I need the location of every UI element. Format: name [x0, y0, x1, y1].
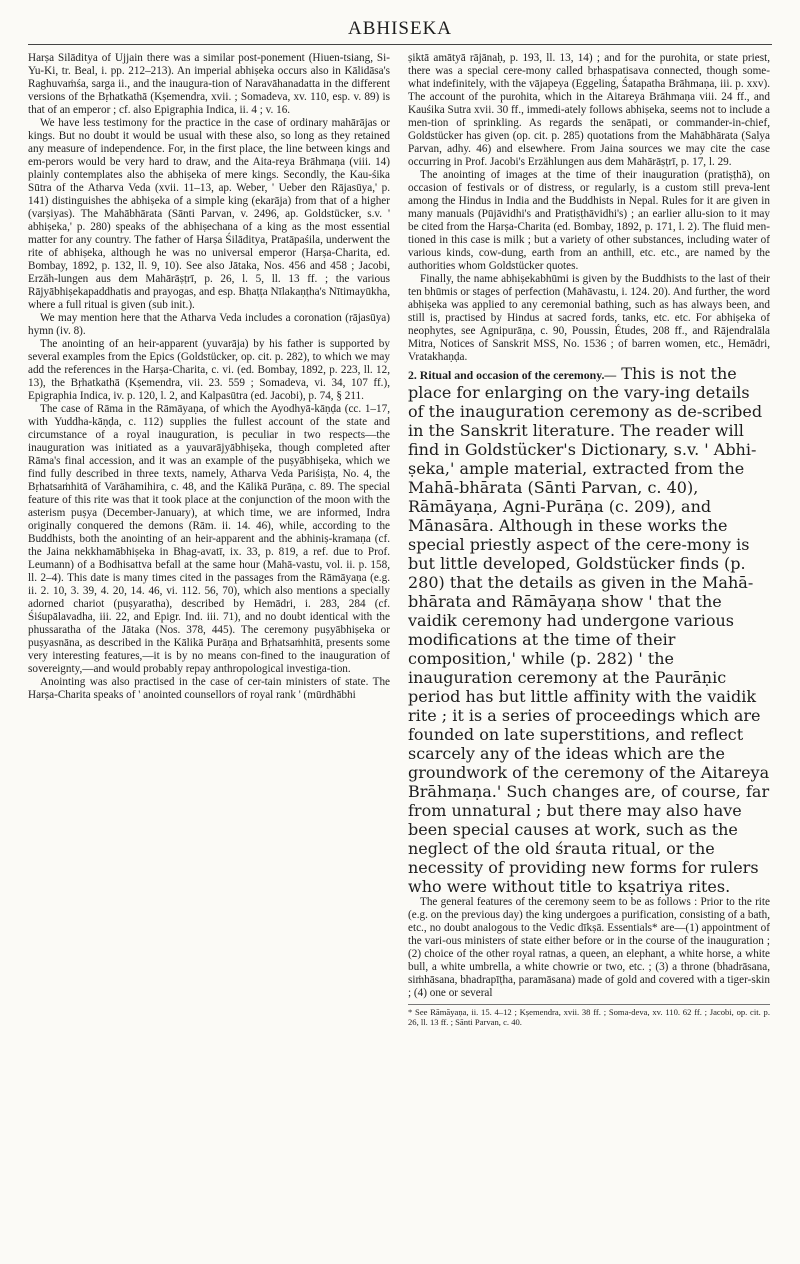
paragraph: The case of Rāma in the Rāmāyaṇa, of which the Ayodhyā-kāṇḍa (cc. 1–17, with Yuddha-kāṇḍa, c. 112) supplies the fullest account of the state and circumstance of a royal inauguration, is peculiar in two respects—the inauguration was initiated as a yauvarājyābhiṣeka, though completed after Rāma's final accession, and it was an example of the puṣyābhiṣeka, which we find fully described in three texts, namely, Atharva Veda Pariśiṣṭa, No. 4, the Bṛhatsaṁhitā of Varāhamihira, c. 48, and the Kālikā Purāṇa, c. 89. The special feature of this rite was that it took place at the conjunction of the moon with the asterism puṣya (December-January), at which time, we are informed, Indra originally conquered the demons (Rām. ii. 14. 46), while, according to the Buddhists, both the anointing of an heir-apparent and the abhiniṣ-kramaṇa (cf. the Jaina nekkhamābhiṣeka in Bhag-avatī, ix. 33, p. 819, a ref. due to Prof. Leumann) of a Bodhisattva befall at the same hour (Mahā-vastu, vol. ii. p. 158, ll. 2–4). This date is many times cited in the passages from the Rāmāyaṇa (e.g. ii. 2. 10, 3. 39, 4. 20, 14. 46, vi. 112. 56, 70), which also mentions a specially adorned chariot (puṣyaratha), described by Hemādri, i. 283, 284 (cf. Śiśupālavadha, iii. 22, and Epigr. Ind. iii. 71), and no doubt identical with the phussaratha of the Jātaka (Nos. 378, 445). The ceremony puṣyābhiṣeka or puṣyasnāna, as described in the Kālikā Purāṇa and Bṛhatsaṁhitā, presents some very interesting features,—it is by no means con-fined to the inauguration of sovereignty,—and would probably repay anthropological investiga-tion.: [28, 403, 390, 675]
paragraph: ṣiktā amātyā rājānaḥ, p. 193, ll. 13, 14) ; and for the purohita, or state priest, there was a special cere-mony called bṛhaspatisava connected, though some-what indefinitely, with the vājapeya (Eggeling, Śatapatha Brāhmaṇa, iii. p. xxv). The account of the purohita, which in the Aitareya Brāhmaṇa viii. 24 ff., and Kauśika Sutra xvii. 30 ff., immedi-ately follows abhiṣeka, seems not to include a men-tion of sprinkling. As regards the senāpati, or commander-in-chief, Goldstücker has given (op. cit. p. 285) quotations from the Mahābhārata (Salya Parvan, adhy. 46) and elsewhere. From Jaina sources we may cite the case occurring in Prof. Jacobi's Erzählungen aus dem Mahārāṣṭrī, p. 17, l. 29.: [408, 52, 770, 168]
section-heading: 2. Ritual and occasion of the ceremony.—: [408, 368, 617, 382]
footnote: * See Rāmāyaṇa, ii. 15. 4–12 ; Kṣemendra, xvii. 38 ff. ; Soma-deva, xv. 110. 62 ff. ; Jacobi, op. cit. p. 26, ll. 13 ff. ; Sānti Parvan, c. 40.: [408, 1004, 770, 1027]
paragraph: We may mention here that the Atharva Veda includes a coronation (rājasūya) hymn (iv. 8).: [28, 312, 390, 337]
running-header: [28, 14, 772, 45]
paragraph: We have less testimony for the practice in the case of ordinary mahārājas or kings. But no doubt it would be usual with these also, so long as they retained any measure of independence. For, in the first place, the line between kings and em-perors would be very hard to draw, and the Aita-reya Brāhmaṇa (viii. 14) plainly contemplates also the abhiṣeka of mere kings. Secondly, the Kau-śika Sūtra of the Atharva Veda (xvii. 11–13, ap. Weber, ' Ueber den Rājasūya,' p. 141) distinguishes the abhiṣeka of a simple king (ekarāja) from that of a higher (varṣiyas). The Mahābhārata (Sānti Parvan, v. 2496, ap. Goldstücker, s.v. ' abhiṣeka,' p. 280) speaks of the abhiṣechana of a king as the most essential matter for any country. The father of Harṣa Śilāditya, Pratāpaśila, underwent the rite of abhiṣeka, although he was no universal emperor (Harṣa-Charita, ed. Bombay, 1892, p. 132, ll. 9, 10). See also Jātaka, Nos. 456 and 458 ; Jacobi, Erzäh-lungen aus dem Mahārāṣṭrī, p. 26, l. 5, ll. 13 ff. ; the various Rājyābhiṣekapaddhatis and prayogas, and esp. Bhaṭṭa Nīlakaṇṭha's Nītimayūkha, where a full ritual is given (sub init.).: [28, 117, 390, 311]
page-title: ABHISEKA: [347, 18, 453, 39]
paragraph: The general features of the ceremony seem to be as follows : Prior to the rite (e.g. on the previous day) the king undergoes a purification, consisting of a bath, etc., no doubt analogous to the Vedic dīkṣā. Essentials* are—(1) appointment of the vari-ous ministers of state either before or in the course of the inauguration ; (2) choice of the other royal ratnas, a queen, an elephant, a white horse, a white bull, a white umbrella, a white chowrie or two, etc. ; (3) a throne (bhadrāsana, siṁhāsana, bhadrapīṭha, paramāsana) made of gold and covered with a tiger-skin ; (4) one or several: [408, 896, 770, 999]
paragraph-text: This is not the place for enlarging on the vary-ing details of the inauguration ceremony as de-scribed in the Sanskrit literature. The reader will find in Goldstücker's Dictionary, s.v. ' Abhi-ṣeka,' ample material, extracted from the Mahā-bhārata (Sānti Parvan, c. 40), Rāmāyaṇa, Agni-Purāṇa (c. 209), and Mānasāra. Although in these works the special priestly aspect of the cere-mony is but little developed, Goldstücker finds (p. 280) that the details as given in the Mahā-bhārata and Rāmāyaṇa show ' that the vaidik ceremony had undergone various modifications at the time of their composition,' while (p. 282) ' the inauguration ceremony at the Paurāṇic period has but little affinity with the vaidik rite ; it is a series of proceedings which are founded on late superstitions, and reflect scarcely any of the ideas which are the groundwork of the ceremony of the Aitareya Brāhmaṇa.' Such changes are, of course, far from unnatural ; but there may also have been special causes at work, such as the neglect of the old śrauta ritual, or the necessity of providing new forms for rulers who were without title to kṣatriya rites.: [408, 364, 770, 896]
left-column: [28, 52, 390, 1248]
paragraph: The anointing of images at the time of their inauguration (pratiṣṭhā), on occasion of festivals or of distress, or regularly, is a custom still preva-lent among the Hindus in India and the Buddhists in Nepal. Rules for it are given in many manuals (Pūjāvidhi's and Pratiṣṭhāvidhi's) ; an earlier allu-sion to it may be cited from the Harṣa-Charita (ed. Bombay, 1892, p. 171, l. 2). The fluid men-tioned in this case is milk ; but a variety of other substances, including water of various kinds, cow-dung, earth from an anthill, etc. etc., are named by the authorities whom Goldstücker quotes.: [408, 169, 770, 272]
paragraph: The anointing of an heir-apparent (yuvarāja) by his father is supported by several examples from the Epics (Goldstücker, op. cit. p. 282), to which we may add the references in the Harṣa-Charita, c. vi. (ed. Bombay, 1892, p. 223, ll. 12, 13), the Bṛhatkathā (Kṣemendra, vii. 23. 559 ; Somadeva, vi. 34, 107 ff.), Epigraphia Indica, iv. p. 120, l. 2, and Kalpasūtra (ed. Jacobi), p. 74, § 211.: [28, 338, 390, 402]
text-columns: [28, 52, 772, 1248]
paragraph: Finally, the name abhiṣekabhūmi is given by the Buddhists to the last of their ten bhūmis or stages of perfection (Mahāvastu, i. 124. 20). And further, the word abhiṣeka was applied to any ceremonial bathing, such as has always been, and still is, practised by Hindus at sacred fords, tanks, etc. etc. For abhiṣeka of neophytes, see Agnipurāṇa, c. 90, Poussin, Études, 208 ff., and Rājendralāla Mitra, Notices of Sanskrit MSS, No. 1536 ; of barren women, etc., Hemādri, Vratakhaṇḍa.: [408, 273, 770, 363]
paragraph: Harṣa Silāditya of Ujjain there was a similar post-ponement (Hiuen-tsiang, Si-Yu-Ki, tr. Beal, i. pp. 212–213). An imperial abhiṣeka occurs also in Kālidāsa's Raghuvaṁśa, sarga ii., and the inaugura-tion of Naravāhanadatta in the different versions of the Bṛhatkathā (Kṣemendra, xvii. ; Somadeva, xv. 110, esp. v. 89) is that of an emperor ; cf. also Epigraphia Indica, ii. 4 ; v. 16.: [28, 52, 390, 116]
right-column: [408, 52, 770, 1248]
paragraph: Anointing was also practised in the case of cer-tain ministers of state. The Harṣa-Charita speaks of ' anointed counsellors of royal rank ' (mūrdhābhi: [28, 676, 390, 701]
